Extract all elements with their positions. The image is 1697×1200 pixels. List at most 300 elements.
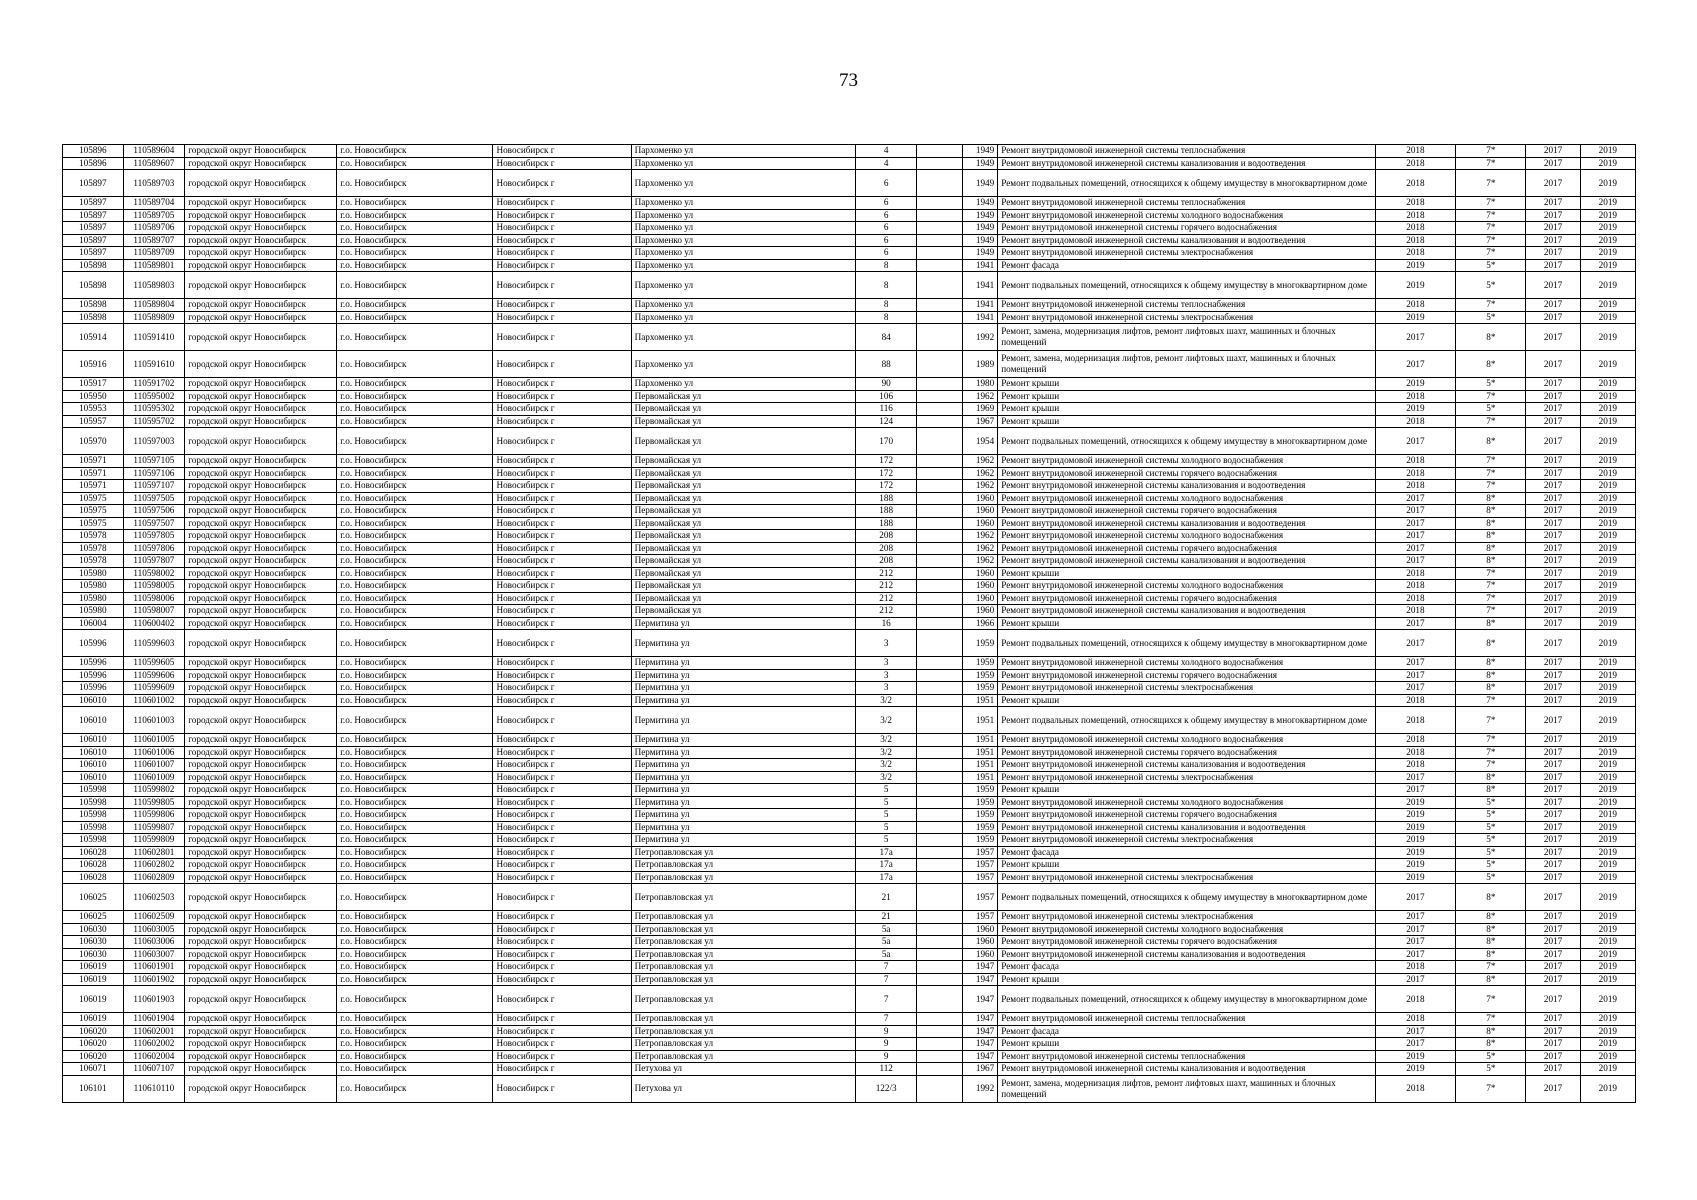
build-year-cell: 1949: [963, 157, 998, 170]
planned-year-cell: 2018: [1375, 707, 1456, 734]
house-id-cell: 106030: [63, 936, 124, 949]
municipality-cell: городской округ Новосибирск: [185, 784, 337, 797]
house-id-cell: 105898: [63, 259, 124, 272]
settlement-cell: Новосибирск г: [493, 871, 631, 884]
work-type-cell: Ремонт подвальных помещений, относящихся к общему имуществу в многоквартирном доме: [998, 986, 1375, 1013]
table-row: [63, 617, 1636, 630]
planned-year-cell: 2018: [1375, 455, 1456, 468]
period-end-cell: 2019: [1580, 517, 1635, 530]
municipality-cell: городской округ Новосибирск: [185, 746, 337, 759]
planned-year-cell: 2017: [1375, 936, 1456, 949]
planned-year-cell: 2019: [1375, 796, 1456, 809]
period-cell: 8*: [1456, 884, 1526, 911]
table-body: [63, 145, 1636, 1103]
period-cell: 7*: [1456, 234, 1526, 247]
planned-year-cell: 2017: [1375, 428, 1456, 455]
street-cell: Пермитина ул: [631, 746, 855, 759]
period-end-cell: 2019: [1580, 592, 1635, 605]
house-id-cell: 105971: [63, 467, 124, 480]
work-type-cell: Ремонт внутридомовой инженерной системы холодного водоснабжения: [998, 657, 1375, 670]
municipality-cell: городской округ Новосибирск: [185, 170, 337, 197]
house-id-cell: 105980: [63, 592, 124, 605]
planned-year-cell: 2017: [1375, 923, 1456, 936]
house-number-cell: 7: [855, 986, 917, 1013]
municipality-cell: городской округ Новосибирск: [185, 492, 337, 505]
house-number-cell: 5а: [855, 923, 917, 936]
house-number-cell: 170: [855, 428, 917, 455]
settlement-cell: Новосибирск г: [493, 259, 631, 272]
settlement-cell: Новосибирск г: [493, 311, 631, 324]
period-start-cell: 2017: [1526, 821, 1580, 834]
street-cell: Пархоменко ул: [631, 311, 855, 324]
municipal-unit-cell: г.о. Новосибирск: [337, 197, 493, 210]
work-type-cell: Ремонт подвальных помещений, относящихся к общему имуществу в многоквартирном доме: [998, 170, 1375, 197]
municipality-cell: городской округ Новосибирск: [185, 157, 337, 170]
work-type-cell: Ремонт внутридомовой инженерной системы электроснабжения: [998, 771, 1375, 784]
period-end-cell: 2019: [1580, 821, 1635, 834]
period-start-cell: 2017: [1526, 707, 1580, 734]
period-start-cell: 2017: [1526, 467, 1580, 480]
work-code-cell: 110595002: [123, 390, 185, 403]
work-code-cell: 110601902: [123, 973, 185, 986]
municipal-unit-cell: г.о. Новосибирск: [337, 1038, 493, 1051]
building-cell: [917, 617, 963, 630]
work-type-cell: Ремонт внутридомовой инженерной системы канализования и водоотведения: [998, 1063, 1375, 1076]
work-code-cell: 110589801: [123, 259, 185, 272]
planned-year-cell: 2018: [1375, 759, 1456, 772]
period-start-cell: 2017: [1526, 923, 1580, 936]
building-cell: [917, 505, 963, 518]
settlement-cell: Новосибирск г: [493, 1050, 631, 1063]
planned-year-cell: 2017: [1375, 682, 1456, 695]
build-year-cell: 1960: [963, 948, 998, 961]
house-id-cell: 105996: [63, 630, 124, 657]
planned-year-cell: 2018: [1375, 694, 1456, 707]
street-cell: Петропавловская ул: [631, 961, 855, 974]
work-type-cell: Ремонт внутридомовой инженерной системы канализования и водоотведения: [998, 948, 1375, 961]
municipal-unit-cell: г.о. Новосибирск: [337, 299, 493, 312]
building-cell: [917, 961, 963, 974]
period-start-cell: 2017: [1526, 682, 1580, 695]
municipality-cell: городской округ Новосибирск: [185, 247, 337, 260]
work-type-cell: Ремонт внутридомовой инженерной системы холодного водоснабжения: [998, 455, 1375, 468]
building-cell: [917, 871, 963, 884]
planned-year-cell: 2018: [1375, 247, 1456, 260]
municipality-cell: городской округ Новосибирск: [185, 480, 337, 493]
work-type-cell: Ремонт внутридомовой инженерной системы холодного водоснабжения: [998, 209, 1375, 222]
table-row: [63, 209, 1636, 222]
settlement-cell: Новосибирск г: [493, 209, 631, 222]
period-end-cell: 2019: [1580, 1038, 1635, 1051]
municipal-unit-cell: г.о. Новосибирск: [337, 771, 493, 784]
table-row: [63, 911, 1636, 924]
period-end-cell: 2019: [1580, 351, 1635, 378]
house-number-cell: 17а: [855, 871, 917, 884]
house-number-cell: 212: [855, 605, 917, 618]
planned-year-cell: 2018: [1375, 467, 1456, 480]
period-cell: 8*: [1456, 530, 1526, 543]
house-id-cell: 105898: [63, 272, 124, 299]
street-cell: Петропавловская ул: [631, 986, 855, 1013]
planned-year-cell: 2017: [1375, 617, 1456, 630]
house-id-cell: 105970: [63, 428, 124, 455]
period-start-cell: 2017: [1526, 259, 1580, 272]
settlement-cell: Новосибирск г: [493, 222, 631, 235]
building-cell: [917, 1063, 963, 1076]
settlement-cell: Новосибирск г: [493, 580, 631, 593]
house-id-cell: 106019: [63, 973, 124, 986]
house-id-cell: 106071: [63, 1063, 124, 1076]
house-id-cell: 105917: [63, 378, 124, 391]
street-cell: Пермитина ул: [631, 834, 855, 847]
period-end-cell: 2019: [1580, 415, 1635, 428]
build-year-cell: 1960: [963, 580, 998, 593]
period-end-cell: 2019: [1580, 657, 1635, 670]
period-start-cell: 2017: [1526, 311, 1580, 324]
work-code-cell: 110589706: [123, 222, 185, 235]
build-year-cell: 1941: [963, 311, 998, 324]
municipality-cell: городской округ Новосибирск: [185, 1075, 337, 1102]
building-cell: [917, 605, 963, 618]
settlement-cell: Новосибирск г: [493, 771, 631, 784]
municipal-unit-cell: г.о. Новосибирск: [337, 234, 493, 247]
work-code-cell: 110603007: [123, 948, 185, 961]
building-cell: [917, 669, 963, 682]
planned-year-cell: 2018: [1375, 605, 1456, 618]
house-number-cell: 84: [855, 324, 917, 351]
table-row: [63, 390, 1636, 403]
building-cell: [917, 694, 963, 707]
period-end-cell: 2019: [1580, 542, 1635, 555]
period-cell: 7*: [1456, 1013, 1526, 1026]
settlement-cell: Новосибирск г: [493, 542, 631, 555]
house-id-cell: 105975: [63, 517, 124, 530]
building-cell: [917, 682, 963, 695]
work-type-cell: Ремонт внутридомовой инженерной системы горячего водоснабжения: [998, 505, 1375, 518]
municipal-unit-cell: г.о. Новосибирск: [337, 707, 493, 734]
municipality-cell: городской округ Новосибирск: [185, 1025, 337, 1038]
house-number-cell: 9: [855, 1025, 917, 1038]
period-start-cell: 2017: [1526, 157, 1580, 170]
municipality-cell: городской округ Новосибирск: [185, 455, 337, 468]
house-id-cell: 106010: [63, 734, 124, 747]
period-start-cell: 2017: [1526, 771, 1580, 784]
municipal-unit-cell: г.о. Новосибирск: [337, 948, 493, 961]
municipal-unit-cell: г.о. Новосибирск: [337, 669, 493, 682]
municipal-unit-cell: г.о. Новосибирск: [337, 390, 493, 403]
building-cell: [917, 821, 963, 834]
building-cell: [917, 157, 963, 170]
table-row: [63, 605, 1636, 618]
street-cell: Первомайская ул: [631, 605, 855, 618]
build-year-cell: 1949: [963, 145, 998, 158]
house-number-cell: 3: [855, 669, 917, 682]
period-start-cell: 2017: [1526, 542, 1580, 555]
settlement-cell: Новосибирск г: [493, 530, 631, 543]
municipal-unit-cell: г.о. Новосибирск: [337, 911, 493, 924]
planned-year-cell: 2017: [1375, 1038, 1456, 1051]
period-cell: 7*: [1456, 580, 1526, 593]
municipal-unit-cell: г.о. Новосибирск: [337, 592, 493, 605]
period-cell: 7*: [1456, 567, 1526, 580]
work-code-cell: 110602002: [123, 1038, 185, 1051]
table-row: [63, 555, 1636, 568]
work-type-cell: Ремонт фасада: [998, 846, 1375, 859]
table-row: [63, 846, 1636, 859]
municipal-unit-cell: г.о. Новосибирск: [337, 1050, 493, 1063]
municipal-unit-cell: г.о. Новосибирск: [337, 272, 493, 299]
period-end-cell: 2019: [1580, 555, 1635, 568]
building-cell: [917, 834, 963, 847]
municipal-unit-cell: г.о. Новосибирск: [337, 580, 493, 593]
street-cell: Пермитина ул: [631, 657, 855, 670]
street-cell: Пархоменко ул: [631, 299, 855, 312]
street-cell: Пермитина ул: [631, 796, 855, 809]
house-id-cell: 106101: [63, 1075, 124, 1102]
period-start-cell: 2017: [1526, 630, 1580, 657]
municipality-cell: городской округ Новосибирск: [185, 555, 337, 568]
period-end-cell: 2019: [1580, 480, 1635, 493]
planned-year-cell: 2018: [1375, 222, 1456, 235]
municipality-cell: городской округ Новосибирск: [185, 311, 337, 324]
period-cell: 8*: [1456, 657, 1526, 670]
settlement-cell: Новосибирск г: [493, 390, 631, 403]
period-end-cell: 2019: [1580, 734, 1635, 747]
work-code-cell: 110602001: [123, 1025, 185, 1038]
period-cell: 5*: [1456, 796, 1526, 809]
settlement-cell: Новосибирск г: [493, 324, 631, 351]
municipality-cell: городской округ Новосибирск: [185, 1050, 337, 1063]
period-cell: 8*: [1456, 669, 1526, 682]
municipality-cell: городской округ Новосибирск: [185, 821, 337, 834]
period-end-cell: 2019: [1580, 1063, 1635, 1076]
municipal-unit-cell: г.о. Новосибирск: [337, 1013, 493, 1026]
house-number-cell: 3/2: [855, 771, 917, 784]
house-id-cell: 105998: [63, 796, 124, 809]
street-cell: Петропавловская ул: [631, 1025, 855, 1038]
period-end-cell: 2019: [1580, 145, 1635, 158]
period-cell: 5*: [1456, 871, 1526, 884]
work-type-cell: Ремонт внутридомовой инженерной системы электроснабжения: [998, 911, 1375, 924]
build-year-cell: 1962: [963, 467, 998, 480]
municipality-cell: городской округ Новосибирск: [185, 299, 337, 312]
work-code-cell: 110589803: [123, 272, 185, 299]
settlement-cell: Новосибирск г: [493, 809, 631, 822]
municipal-unit-cell: г.о. Новосибирск: [337, 746, 493, 759]
period-start-cell: 2017: [1526, 197, 1580, 210]
building-cell: [917, 324, 963, 351]
street-cell: Первомайская ул: [631, 403, 855, 416]
work-type-cell: Ремонт крыши: [998, 403, 1375, 416]
house-number-cell: 3: [855, 630, 917, 657]
planned-year-cell: 2019: [1375, 821, 1456, 834]
period-start-cell: 2017: [1526, 911, 1580, 924]
house-id-cell: 105914: [63, 324, 124, 351]
house-id-cell: 105998: [63, 809, 124, 822]
work-code-cell: 110589804: [123, 299, 185, 312]
period-start-cell: 2017: [1526, 884, 1580, 911]
house-number-cell: 188: [855, 492, 917, 505]
work-type-cell: Ремонт крыши: [998, 859, 1375, 872]
planned-year-cell: 2019: [1375, 859, 1456, 872]
municipal-unit-cell: г.о. Новосибирск: [337, 846, 493, 859]
work-code-cell: 110601904: [123, 1013, 185, 1026]
period-cell: 5*: [1456, 821, 1526, 834]
work-type-cell: Ремонт внутридомовой инженерной системы электроснабжения: [998, 682, 1375, 695]
settlement-cell: Новосибирск г: [493, 630, 631, 657]
municipal-unit-cell: г.о. Новосибирск: [337, 859, 493, 872]
work-code-cell: 110599809: [123, 834, 185, 847]
work-type-cell: Ремонт внутридомовой инженерной системы канализования и водоотведения: [998, 759, 1375, 772]
settlement-cell: Новосибирск г: [493, 973, 631, 986]
street-cell: Первомайская ул: [631, 455, 855, 468]
build-year-cell: 1947: [963, 1050, 998, 1063]
work-code-cell: 110602801: [123, 846, 185, 859]
build-year-cell: 1966: [963, 617, 998, 630]
house-id-cell: 105916: [63, 351, 124, 378]
work-type-cell: Ремонт подвальных помещений, относящихся к общему имуществу в многоквартирном доме: [998, 630, 1375, 657]
building-cell: [917, 209, 963, 222]
planned-year-cell: 2018: [1375, 209, 1456, 222]
house-id-cell: 105980: [63, 605, 124, 618]
house-id-cell: 106020: [63, 1025, 124, 1038]
municipal-unit-cell: г.о. Новосибирск: [337, 209, 493, 222]
planned-year-cell: 2019: [1375, 871, 1456, 884]
house-number-cell: 188: [855, 505, 917, 518]
house-id-cell: 105896: [63, 157, 124, 170]
period-cell: 7*: [1456, 170, 1526, 197]
period-cell: 8*: [1456, 948, 1526, 961]
planned-year-cell: 2017: [1375, 669, 1456, 682]
planned-year-cell: 2017: [1375, 1025, 1456, 1038]
settlement-cell: Новосибирск г: [493, 923, 631, 936]
work-code-cell: 110600402: [123, 617, 185, 630]
settlement-cell: Новосибирск г: [493, 884, 631, 911]
build-year-cell: 1959: [963, 630, 998, 657]
table-row: [63, 247, 1636, 260]
table-row: [63, 580, 1636, 593]
build-year-cell: 1957: [963, 884, 998, 911]
building-cell: [917, 247, 963, 260]
settlement-cell: Новосибирск г: [493, 272, 631, 299]
house-number-cell: 6: [855, 222, 917, 235]
table-row: [63, 592, 1636, 605]
municipal-unit-cell: г.о. Новосибирск: [337, 324, 493, 351]
build-year-cell: 1951: [963, 759, 998, 772]
municipality-cell: городской округ Новосибирск: [185, 759, 337, 772]
settlement-cell: Новосибирск г: [493, 157, 631, 170]
period-end-cell: 2019: [1580, 936, 1635, 949]
work-code-cell: 110601903: [123, 986, 185, 1013]
work-type-cell: Ремонт внутридомовой инженерной системы электроснабжения: [998, 247, 1375, 260]
table-row: [63, 1038, 1636, 1051]
planned-year-cell: 2017: [1375, 505, 1456, 518]
table-row: [63, 517, 1636, 530]
build-year-cell: 1967: [963, 415, 998, 428]
planned-year-cell: 2019: [1375, 809, 1456, 822]
street-cell: Пермитина ул: [631, 682, 855, 695]
planned-year-cell: 2018: [1375, 961, 1456, 974]
municipality-cell: городской округ Новосибирск: [185, 1063, 337, 1076]
period-cell: 7*: [1456, 986, 1526, 1013]
period-cell: 8*: [1456, 1025, 1526, 1038]
period-end-cell: 2019: [1580, 324, 1635, 351]
work-code-cell: 110597506: [123, 505, 185, 518]
table-row: [63, 859, 1636, 872]
period-cell: 7*: [1456, 197, 1526, 210]
period-start-cell: 2017: [1526, 530, 1580, 543]
table-row: [63, 734, 1636, 747]
house-number-cell: 212: [855, 567, 917, 580]
period-end-cell: 2019: [1580, 694, 1635, 707]
work-code-cell: 110602503: [123, 884, 185, 911]
work-type-cell: Ремонт внутридомовой инженерной системы холодного водоснабжения: [998, 734, 1375, 747]
municipality-cell: городской округ Новосибирск: [185, 846, 337, 859]
municipal-unit-cell: г.о. Новосибирск: [337, 403, 493, 416]
work-code-cell: 110589704: [123, 197, 185, 210]
work-code-cell: 110598006: [123, 592, 185, 605]
municipal-unit-cell: г.о. Новосибирск: [337, 884, 493, 911]
build-year-cell: 1957: [963, 911, 998, 924]
house-id-cell: 106010: [63, 707, 124, 734]
planned-year-cell: 2018: [1375, 734, 1456, 747]
house-id-cell: 105971: [63, 455, 124, 468]
table-row: [63, 311, 1636, 324]
building-cell: [917, 415, 963, 428]
table-row: [63, 784, 1636, 797]
work-code-cell: 110603006: [123, 936, 185, 949]
municipality-cell: городской округ Новосибирск: [185, 973, 337, 986]
house-id-cell: 106020: [63, 1038, 124, 1051]
street-cell: Пархоменко ул: [631, 324, 855, 351]
build-year-cell: 1960: [963, 505, 998, 518]
settlement-cell: Новосибирск г: [493, 1038, 631, 1051]
work-type-cell: Ремонт крыши: [998, 617, 1375, 630]
municipality-cell: городской округ Новосибирск: [185, 234, 337, 247]
house-id-cell: 105996: [63, 682, 124, 695]
work-code-cell: 110589604: [123, 145, 185, 158]
building-cell: [917, 351, 963, 378]
work-type-cell: Ремонт крыши: [998, 1038, 1375, 1051]
house-number-cell: 212: [855, 592, 917, 605]
settlement-cell: Новосибирск г: [493, 734, 631, 747]
period-start-cell: 2017: [1526, 605, 1580, 618]
municipal-unit-cell: г.о. Новосибирск: [337, 834, 493, 847]
building-cell: [917, 378, 963, 391]
house-number-cell: 7: [855, 973, 917, 986]
work-code-cell: 110601003: [123, 707, 185, 734]
build-year-cell: 1962: [963, 530, 998, 543]
build-year-cell: 1960: [963, 492, 998, 505]
municipal-unit-cell: г.о. Новосибирск: [337, 157, 493, 170]
municipality-cell: городской округ Новосибирск: [185, 1038, 337, 1051]
house-number-cell: 9: [855, 1038, 917, 1051]
table-row: [63, 936, 1636, 949]
street-cell: Пермитина ул: [631, 669, 855, 682]
street-cell: Петропавловская ул: [631, 1038, 855, 1051]
building-cell: [917, 530, 963, 543]
municipality-cell: городской округ Новосибирск: [185, 209, 337, 222]
period-start-cell: 2017: [1526, 1038, 1580, 1051]
building-cell: [917, 390, 963, 403]
work-code-cell: 110601002: [123, 694, 185, 707]
house-number-cell: 172: [855, 455, 917, 468]
table-row: [63, 351, 1636, 378]
period-cell: 8*: [1456, 911, 1526, 924]
municipality-cell: городской округ Новосибирск: [185, 923, 337, 936]
period-cell: 7*: [1456, 157, 1526, 170]
building-cell: [917, 1075, 963, 1102]
